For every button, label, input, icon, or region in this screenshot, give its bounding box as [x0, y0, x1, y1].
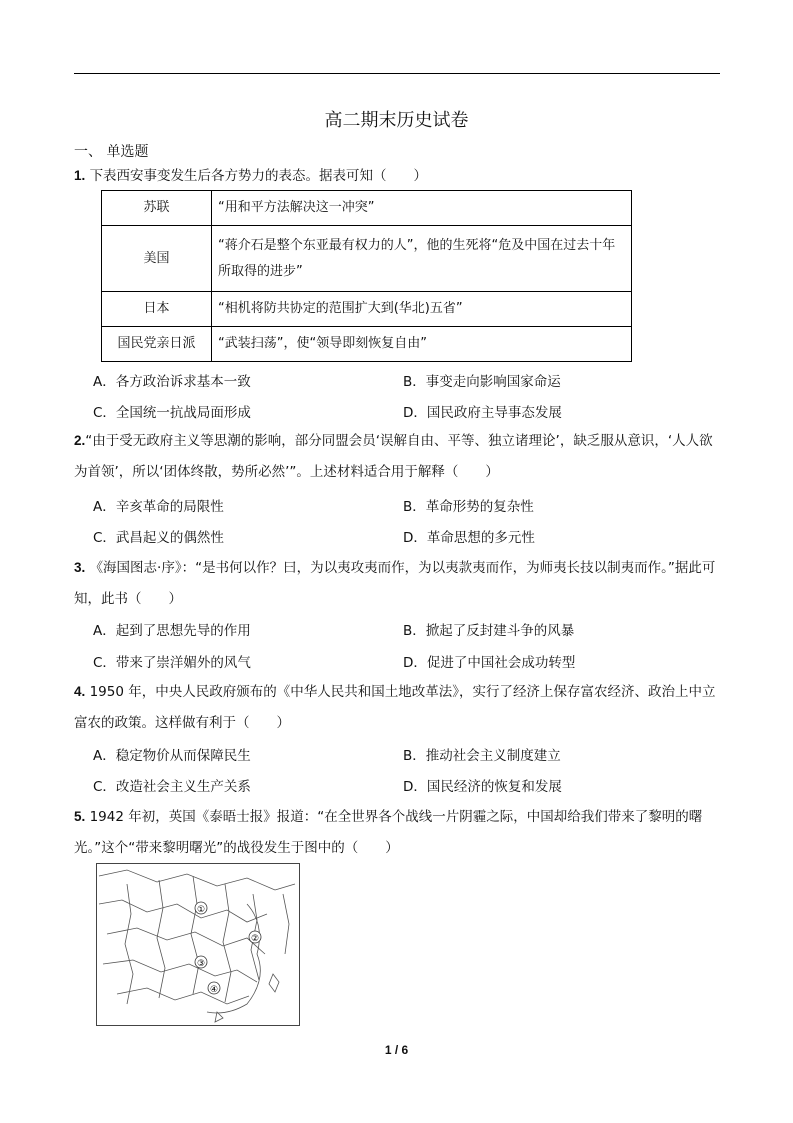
question-number: 4. [74, 684, 86, 699]
question-number: 2. [74, 433, 86, 448]
question-number: 5. [74, 809, 86, 824]
map-marker-label: ④ [209, 985, 219, 995]
table-cell-stance: “蒋介石是整个东亚最有权力的人”，他的生死将“危及中国在过去十年所取得的进步” [212, 226, 632, 292]
table-row [102, 191, 632, 226]
option-c[interactable]: C．武昌起义的偶然性 [93, 530, 224, 546]
question-3 [74, 552, 724, 615]
map-drawing [97, 864, 299, 1025]
option-c[interactable]: C．改造社会主义生产关系 [93, 779, 251, 795]
table-cell-stance: “武装扫荡”，使“领导即刻恢复自由” [212, 327, 632, 362]
question-5 [74, 801, 724, 864]
table-cell-party: 苏联 [102, 191, 212, 226]
question-stem: 下表西安事变发生后各方势力的表态。据表可知（ ） [89, 168, 428, 184]
question-stem: 《海国图志·序》：“是书何以作？曰，为以夷攻夷而作，为以夷款夷而作，为师夷长技以制夷而作。”据此可知，此书（ ） [74, 560, 716, 607]
table-row [102, 327, 632, 362]
map-marker-1 [195, 902, 207, 915]
question-stem: “由于受无政府主义等思潮的影响，部分同盟会员‘误解自由、平等、独立诸理论’，缺乏服从意识，‘人人欲为首领’，所以‘团体终散，势所必然’”。上述材料适合用于解释（ ） [74, 433, 713, 480]
header-rule [74, 73, 720, 74]
option-d[interactable]: D．国民政府主导事态发展 [403, 405, 562, 421]
option-d[interactable]: D．国民经济的恢复和发展 [403, 779, 562, 795]
option-a[interactable]: A．各方政治诉求基本一致 [93, 374, 251, 390]
map-marker-4 [208, 982, 220, 995]
option-a[interactable]: A．稳定物价从而保障民生 [93, 748, 251, 764]
table-cell-party: 美国 [102, 226, 212, 292]
question-number: 3. [74, 560, 86, 575]
option-d[interactable]: D．革命思想的多元性 [403, 530, 535, 546]
table-cell-party: 日本 [102, 292, 212, 327]
option-c[interactable]: C．带来了崇洋媚外的风气 [93, 655, 251, 671]
option-d[interactable]: D．促进了中国社会成功转型 [403, 655, 576, 671]
option-c[interactable]: C．全国统一抗战局面形成 [93, 405, 251, 421]
map-marker-3 [195, 956, 207, 969]
china-map-figure [96, 863, 300, 1026]
table-cell-party: 国民党亲日派 [102, 327, 212, 362]
option-a[interactable]: A．辛亥革命的局限性 [93, 499, 224, 515]
question-2 [74, 425, 724, 488]
map-marker-label: ① [196, 905, 206, 915]
question-4 [74, 676, 724, 739]
option-b[interactable]: B．掀起了反封建斗争的风暴 [403, 623, 575, 639]
table-row [102, 292, 632, 327]
question-stem: 1942 年初，英国《泰晤士报》报道：“在全世界各个战线一片阴霾之际，中国却给我们带来了黎明的曙光。”这个“带来黎明曙光”的战役发生于图中的（ ） [74, 809, 703, 856]
table-row [102, 226, 632, 292]
map-marker-label: ② [250, 934, 260, 944]
table-cell-stance: “相机将防共协定的范围扩大到(华北)五省” [212, 292, 632, 327]
table-cell-stance: “用和平方法解决这一冲突” [212, 191, 632, 226]
question-number: 1. [74, 168, 86, 183]
option-b[interactable]: B．革命形势的复杂性 [403, 499, 534, 515]
question-1 [74, 160, 724, 192]
option-b[interactable]: B．推动社会主义制度建立 [403, 748, 561, 764]
page-title: 高二期末历史试卷 [324, 110, 469, 131]
map-marker-label: ③ [196, 959, 206, 969]
question-stem: 1950 年，中央人民政府颁布的《中华人民共和国土地改革法》，实行了经济上保存富农经济、政治上中立富农的政策。这样做有利于（ ） [74, 684, 716, 731]
stance-table [101, 190, 632, 362]
option-a[interactable]: A．起到了思想先导的作用 [93, 623, 251, 639]
page-number: 1 / 6 [384, 1043, 409, 1057]
option-b[interactable]: B．事变走向影响国家命运 [403, 374, 561, 390]
section-heading: 一、 单选题 [74, 144, 149, 160]
